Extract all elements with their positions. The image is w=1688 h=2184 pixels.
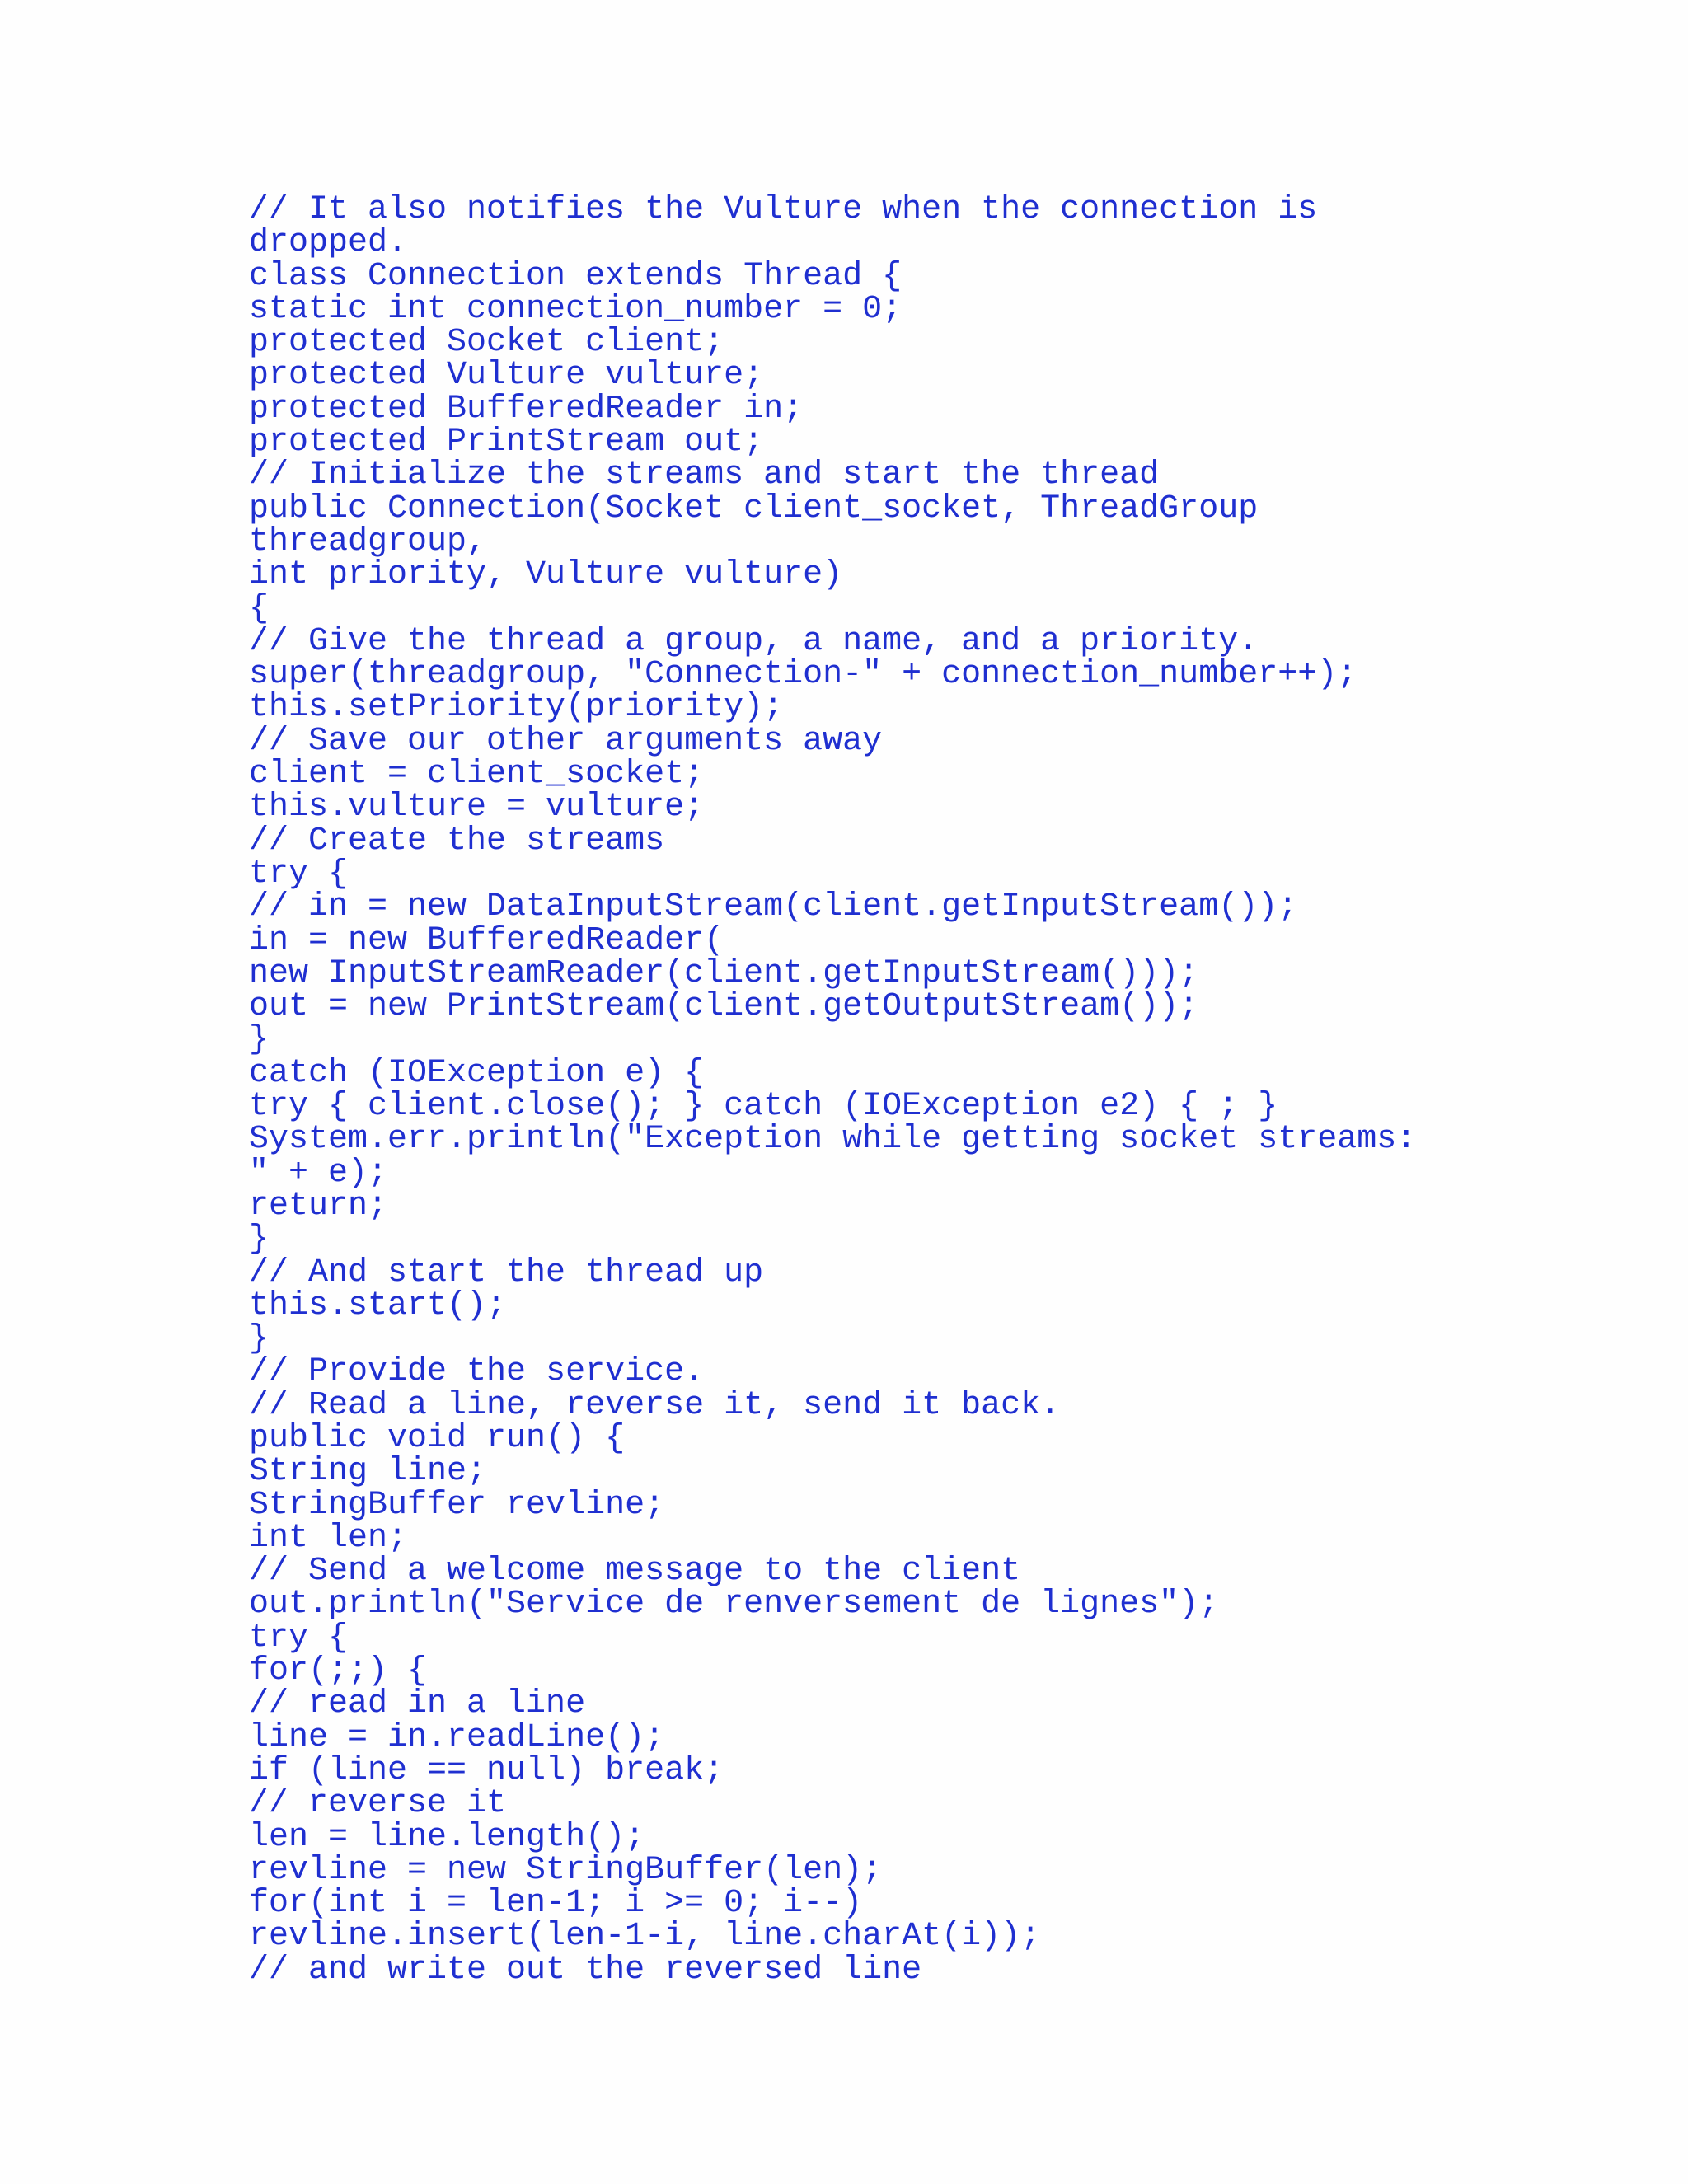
code-line: class Connection extends Thread {: [249, 257, 903, 295]
code-line: out.println("Service de renversement de lignes");: [249, 1586, 1219, 1624]
code-line: // And start the thread up: [249, 1254, 764, 1291]
code-line: // Initialize the streams and start the thread: [249, 457, 1160, 494]
code-line: System.err.println("Exception while getting socket streams:: [249, 1121, 1417, 1159]
code-line: protected Vulture vulture;: [249, 357, 764, 395]
code-line: dropped.: [249, 224, 408, 262]
code-line: client = client_socket;: [249, 756, 705, 794]
code-line: // Provide the service.: [249, 1353, 705, 1391]
code-line: static int connection_number = 0;: [249, 290, 903, 328]
code-line: // reverse it: [249, 1785, 507, 1823]
code-line: for(int i = len-1; i >= 0; i--): [249, 1885, 863, 1923]
code-line: StringBuffer revline;: [249, 1486, 665, 1524]
code-line: try { client.close(); } catch (IOException e2) { ; }: [249, 1088, 1278, 1126]
code-line: // It also notifies the Vulture when the connection is: [249, 191, 1318, 228]
code-line: }: [249, 1221, 270, 1258]
code-line: int priority, Vulture vulture): [249, 556, 843, 594]
code-line: int len;: [249, 1519, 408, 1557]
code-line: protected BufferedReader in;: [249, 390, 804, 428]
code-line: threadgroup,: [249, 523, 487, 560]
code-line: // and write out the reversed line: [249, 1951, 922, 1989]
code-line: // Send a welcome message to the client: [249, 1553, 1021, 1591]
code-line: out = new PrintStream(client.getOutputStream());: [249, 988, 1199, 1026]
code-line: new InputStreamReader(client.getInputStream()));: [249, 954, 1199, 992]
code-line: protected PrintStream out;: [249, 424, 764, 462]
code-line: try {: [249, 855, 349, 893]
code-line: this.vulture = vulture;: [249, 789, 705, 827]
code-line: // Create the streams: [249, 822, 665, 860]
code-line: String line;: [249, 1453, 487, 1491]
code-line: return;: [249, 1187, 388, 1225]
code-line: try {: [249, 1619, 349, 1657]
code-line: " + e);: [249, 1154, 388, 1192]
code-line: revline = new StringBuffer(len);: [249, 1851, 883, 1889]
code-line: }: [249, 1021, 270, 1059]
code-line: revline.insert(len-1-i, line.charAt(i));: [249, 1918, 1041, 1956]
code-line: in = new BufferedReader(: [249, 921, 724, 959]
code-line: // Give the thread a group, a name, and a priority.: [249, 622, 1259, 660]
code-line: for(;;) {: [249, 1652, 428, 1690]
code-line: len = line.length();: [249, 1818, 645, 1856]
code-line: this.start();: [249, 1286, 507, 1324]
code-listing: [249, 191, 1417, 1989]
code-line: this.setPriority(priority);: [249, 689, 784, 727]
code-line: if (line == null) break;: [249, 1751, 724, 1789]
code-line: }: [249, 1320, 270, 1358]
code-line: // Read a line, reverse it, send it back.: [249, 1386, 1061, 1424]
code-line: // Save our other arguments away: [249, 722, 883, 760]
code-line: catch (IOException e) {: [249, 1054, 705, 1092]
code-line: public void run() {: [249, 1419, 626, 1457]
code-line: protected Socket client;: [249, 324, 724, 362]
code-line: line = in.readLine();: [249, 1718, 665, 1756]
code-line: // read in a line: [249, 1685, 586, 1723]
code-line: // in = new DataInputStream(client.getInputStream());: [249, 888, 1298, 926]
code-line: super(threadgroup, "Connection-" + connection_number++);: [249, 656, 1357, 694]
code-line: public Connection(Socket client_socket, ThreadGroup: [249, 490, 1259, 527]
code-line: {: [249, 589, 270, 627]
